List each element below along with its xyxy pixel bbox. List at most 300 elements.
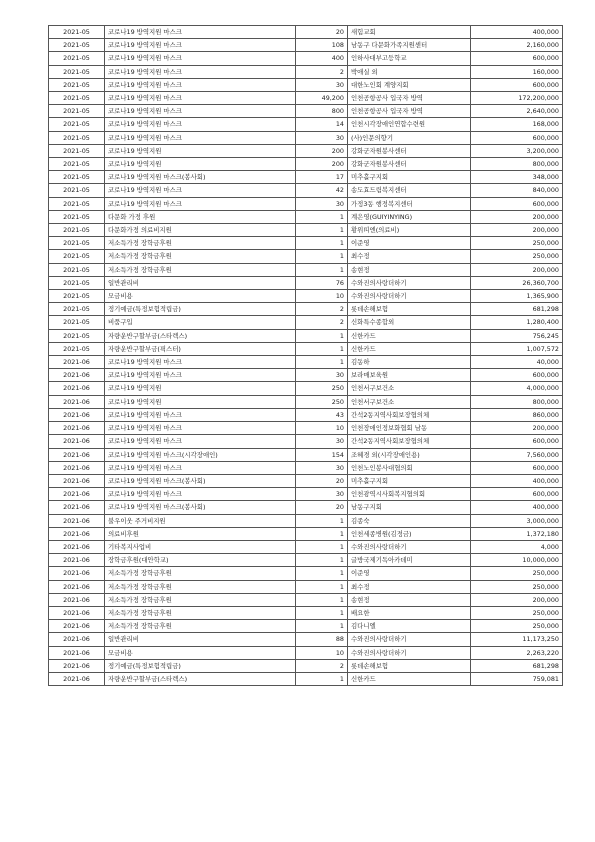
amount-cell: 600,000 xyxy=(471,461,563,474)
amount-cell: 800,000 xyxy=(471,158,563,171)
table-row xyxy=(49,250,563,263)
description-cell: 다문화가정 의료비지원 xyxy=(105,224,296,237)
description-cell: 코로나19 방역지원 마스크(시각장애인) xyxy=(105,448,296,461)
description-cell: 저소득가정 장학금후원 xyxy=(105,580,296,593)
description-cell: 정기예금(특정보험적립금) xyxy=(105,303,296,316)
amount-cell: 600,000 xyxy=(471,78,563,91)
date-cell: 2021-05 xyxy=(49,316,105,329)
recipient-cell: 송도효드림복지센터 xyxy=(348,184,471,197)
table-row xyxy=(49,527,563,540)
amount-cell: 168,000 xyxy=(471,118,563,131)
recipient-cell: 김동하 xyxy=(348,356,471,369)
amount-cell: 3,000,000 xyxy=(471,514,563,527)
table-row xyxy=(49,540,563,553)
recipient-cell: 수와진의사랑더하기 xyxy=(348,276,471,289)
quantity-cell: 1 xyxy=(296,606,348,619)
table-row xyxy=(49,316,563,329)
description-cell: 저소득가정 장학금후원 xyxy=(105,620,296,633)
quantity-cell: 20 xyxy=(296,474,348,487)
table-row xyxy=(49,593,563,606)
description-cell: 코로나19 방역지원 마스크 xyxy=(105,184,296,197)
quantity-cell: 1 xyxy=(296,237,348,250)
table-row xyxy=(49,659,563,672)
amount-cell: 250,000 xyxy=(471,606,563,619)
date-cell: 2021-06 xyxy=(49,514,105,527)
quantity-cell: 49,200 xyxy=(296,92,348,105)
quantity-cell: 1 xyxy=(296,620,348,633)
amount-cell: 250,000 xyxy=(471,237,563,250)
table-row xyxy=(49,118,563,131)
table-row xyxy=(49,329,563,342)
date-cell: 2021-05 xyxy=(49,224,105,237)
recipient-cell: 인천서구보건소 xyxy=(348,395,471,408)
amount-cell: 40,000 xyxy=(471,356,563,369)
recipient-cell: 박애실 외 xyxy=(348,65,471,78)
quantity-cell: 42 xyxy=(296,184,348,197)
recipient-cell: 이준영 xyxy=(348,567,471,580)
recipient-cell: 배요한 xyxy=(348,606,471,619)
description-cell: 저소득가정 장학금후원 xyxy=(105,263,296,276)
description-cell: 코로나19 방역지원 마스크 xyxy=(105,488,296,501)
recipient-cell: 수와진의사랑더하기 xyxy=(348,290,471,303)
quantity-cell: 1 xyxy=(296,567,348,580)
description-cell: 정기예금(특정보험적립금) xyxy=(105,659,296,672)
quantity-cell: 43 xyxy=(296,408,348,421)
description-cell: 코로나19 방역지원 마스크 xyxy=(105,39,296,52)
date-cell: 2021-05 xyxy=(49,329,105,342)
description-cell: 코로나19 방역지원 마스크 xyxy=(105,26,296,39)
quantity-cell: 1 xyxy=(296,224,348,237)
table-row xyxy=(49,105,563,118)
quantity-cell: 1 xyxy=(296,540,348,553)
table-row xyxy=(49,65,563,78)
quantity-cell: 2 xyxy=(296,659,348,672)
description-cell: 의료비후원 xyxy=(105,527,296,540)
recipient-cell: 신한카드 xyxy=(348,342,471,355)
quantity-cell: 30 xyxy=(296,461,348,474)
date-cell: 2021-06 xyxy=(49,620,105,633)
amount-cell: 759,081 xyxy=(471,672,563,685)
recipient-cell: 인천노인봉사대협의회 xyxy=(348,461,471,474)
description-cell: 저소득가정 장학금후원 xyxy=(105,606,296,619)
description-cell: 코로나19 방역지원 마스크 xyxy=(105,131,296,144)
amount-cell: 4,000,000 xyxy=(471,382,563,395)
amount-cell: 800,000 xyxy=(471,395,563,408)
table-row xyxy=(49,633,563,646)
table-row xyxy=(49,606,563,619)
amount-cell: 600,000 xyxy=(471,488,563,501)
date-cell: 2021-06 xyxy=(49,422,105,435)
date-cell: 2021-05 xyxy=(49,210,105,223)
recipient-cell: 인천광역시사회복지협의회 xyxy=(348,488,471,501)
description-cell: 장학금후원(대안학교) xyxy=(105,554,296,567)
date-cell: 2021-06 xyxy=(49,606,105,619)
recipient-cell: 인하사대부고등학교 xyxy=(348,52,471,65)
quantity-cell: 2 xyxy=(296,303,348,316)
description-cell: 저소득가정 장학금후원 xyxy=(105,567,296,580)
date-cell: 2021-06 xyxy=(49,461,105,474)
description-cell: 코로나19 방역지원 마스크 xyxy=(105,422,296,435)
amount-cell: 600,000 xyxy=(471,131,563,144)
recipient-cell: 최수정 xyxy=(348,580,471,593)
date-cell: 2021-05 xyxy=(49,52,105,65)
description-cell: 일반관리비 xyxy=(105,633,296,646)
amount-cell: 681,298 xyxy=(471,659,563,672)
quantity-cell: 1 xyxy=(296,342,348,355)
recipient-cell: 강화군자원봉사센터 xyxy=(348,158,471,171)
quantity-cell: 10 xyxy=(296,290,348,303)
table-row xyxy=(49,474,563,487)
date-cell: 2021-05 xyxy=(49,250,105,263)
date-cell: 2021-06 xyxy=(49,567,105,580)
table-row xyxy=(49,92,563,105)
table-row xyxy=(49,408,563,421)
date-cell: 2021-06 xyxy=(49,580,105,593)
date-cell: 2021-05 xyxy=(49,290,105,303)
recipient-cell: 계은영(GUIYINYING) xyxy=(348,210,471,223)
table-row xyxy=(49,395,563,408)
table-row xyxy=(49,78,563,91)
recipient-cell: 인천시각장애인연합수련원 xyxy=(348,118,471,131)
recipient-cell: 남동구지회 xyxy=(348,501,471,514)
recipient-cell: 롯데손해보험 xyxy=(348,303,471,316)
recipient-cell: 수와진의사랑더하기 xyxy=(348,646,471,659)
amount-cell: 400,000 xyxy=(471,474,563,487)
quantity-cell: 2 xyxy=(296,316,348,329)
date-cell: 2021-05 xyxy=(49,92,105,105)
date-cell: 2021-06 xyxy=(49,395,105,408)
table-row xyxy=(49,26,563,39)
amount-cell: 2,263,220 xyxy=(471,646,563,659)
table-row xyxy=(49,435,563,448)
amount-cell: 400,000 xyxy=(471,501,563,514)
table-row xyxy=(49,422,563,435)
quantity-cell: 1 xyxy=(296,356,348,369)
date-cell: 2021-05 xyxy=(49,197,105,210)
table-row xyxy=(49,554,563,567)
table-row xyxy=(49,342,563,355)
table-row xyxy=(49,369,563,382)
table-row xyxy=(49,158,563,171)
date-cell: 2021-06 xyxy=(49,554,105,567)
description-cell: 코로나19 방역지원 마스크 xyxy=(105,356,296,369)
recipient-cell: 신한카드 xyxy=(348,329,471,342)
description-cell: 코로나19 방역지원 마스크 xyxy=(105,369,296,382)
table-row xyxy=(49,197,563,210)
quantity-cell: 1 xyxy=(296,580,348,593)
quantity-cell: 14 xyxy=(296,118,348,131)
quantity-cell: 1 xyxy=(296,554,348,567)
recipient-cell: 수와진의사랑더하기 xyxy=(348,633,471,646)
amount-cell: 3,200,000 xyxy=(471,144,563,157)
table-row xyxy=(49,501,563,514)
description-cell: 모금비용 xyxy=(105,646,296,659)
amount-cell: 7,560,000 xyxy=(471,448,563,461)
recipient-cell: 조혜경 외(시각장애인용) xyxy=(348,448,471,461)
amount-cell: 172,200,000 xyxy=(471,92,563,105)
recipient-cell: 보라매보육원 xyxy=(348,369,471,382)
table-row xyxy=(49,461,563,474)
description-cell: 코로나19 방역지원 마스크 xyxy=(105,118,296,131)
date-cell: 2021-05 xyxy=(49,131,105,144)
quantity-cell: 1 xyxy=(296,210,348,223)
amount-cell: 2,640,000 xyxy=(471,105,563,118)
amount-cell: 840,000 xyxy=(471,184,563,197)
amount-cell: 600,000 xyxy=(471,52,563,65)
date-cell: 2021-06 xyxy=(49,646,105,659)
table-row xyxy=(49,39,563,52)
recipient-cell: 가정3동 행정복지센터 xyxy=(348,197,471,210)
amount-cell: 250,000 xyxy=(471,567,563,580)
recipient-cell: 간석2동지역사회보장협의체 xyxy=(348,408,471,421)
description-cell: 저소득가정 장학금후원 xyxy=(105,250,296,263)
table-row xyxy=(49,237,563,250)
description-cell: 모금비용 xyxy=(105,290,296,303)
amount-cell: 250,000 xyxy=(471,580,563,593)
recipient-cell: 미추홀구지회 xyxy=(348,474,471,487)
amount-cell: 11,173,250 xyxy=(471,633,563,646)
date-cell: 2021-05 xyxy=(49,303,105,316)
recipient-cell: 글방국제기독아카데미 xyxy=(348,554,471,567)
description-cell: 저소득가정 장학금후원 xyxy=(105,237,296,250)
expenditure-table xyxy=(48,25,563,686)
table-row xyxy=(49,567,563,580)
quantity-cell: 1 xyxy=(296,527,348,540)
table-row xyxy=(49,303,563,316)
description-cell: 자량운반구할부금(스타렉스) xyxy=(105,672,296,685)
date-cell: 2021-06 xyxy=(49,672,105,685)
recipient-cell: 미추홀구지회 xyxy=(348,171,471,184)
quantity-cell: 108 xyxy=(296,39,348,52)
description-cell: 코로나19 방역지원 마스크 xyxy=(105,408,296,421)
amount-cell: 600,000 xyxy=(471,197,563,210)
quantity-cell: 17 xyxy=(296,171,348,184)
description-cell: 코로나19 방역지원 마스크 xyxy=(105,197,296,210)
recipient-cell: 송현정 xyxy=(348,593,471,606)
amount-cell: 10,000,000 xyxy=(471,554,563,567)
description-cell: 저소득가정 장학금후원 xyxy=(105,593,296,606)
table-row xyxy=(49,131,563,144)
quantity-cell: 200 xyxy=(296,158,348,171)
date-cell: 2021-06 xyxy=(49,382,105,395)
amount-cell: 200,000 xyxy=(471,593,563,606)
description-cell: 다문화 가정 후원 xyxy=(105,210,296,223)
date-cell: 2021-05 xyxy=(49,158,105,171)
table-row xyxy=(49,144,563,157)
recipient-cell: 인천공항공사 입국자 방역 xyxy=(348,92,471,105)
table-row xyxy=(49,224,563,237)
quantity-cell: 20 xyxy=(296,26,348,39)
quantity-cell: 250 xyxy=(296,382,348,395)
quantity-cell: 30 xyxy=(296,78,348,91)
quantity-cell: 20 xyxy=(296,501,348,514)
description-cell: 코로나19 방역지원 마스크 xyxy=(105,52,296,65)
recipient-cell: 인천서구보건소 xyxy=(348,382,471,395)
recipient-cell: 인천세종병원(김정금) xyxy=(348,527,471,540)
date-cell: 2021-05 xyxy=(49,118,105,131)
ledger-page xyxy=(48,25,562,686)
amount-cell: 250,000 xyxy=(471,250,563,263)
recipient-cell: 최수정 xyxy=(348,250,471,263)
quantity-cell: 76 xyxy=(296,276,348,289)
quantity-cell: 30 xyxy=(296,131,348,144)
quantity-cell: 30 xyxy=(296,197,348,210)
description-cell: 코로나19 방역지원 마스크(봉사회) xyxy=(105,171,296,184)
recipient-cell: 새힘교회 xyxy=(348,26,471,39)
quantity-cell: 1 xyxy=(296,514,348,527)
date-cell: 2021-06 xyxy=(49,356,105,369)
quantity-cell: 30 xyxy=(296,488,348,501)
description-cell: 불우이웃 주거비지원 xyxy=(105,514,296,527)
date-cell: 2021-06 xyxy=(49,448,105,461)
table-row xyxy=(49,646,563,659)
quantity-cell: 154 xyxy=(296,448,348,461)
description-cell: 코로나19 방역지원 마스크 xyxy=(105,65,296,78)
description-cell: 코로나19 방역지원 xyxy=(105,382,296,395)
quantity-cell: 200 xyxy=(296,144,348,157)
date-cell: 2021-06 xyxy=(49,633,105,646)
recipient-cell: 신한카드 xyxy=(348,672,471,685)
date-cell: 2021-05 xyxy=(49,39,105,52)
quantity-cell: 1 xyxy=(296,263,348,276)
quantity-cell: 30 xyxy=(296,435,348,448)
recipient-cell: 대한노인회 계양지회 xyxy=(348,78,471,91)
description-cell: 자량운반구할부금(픽스터) xyxy=(105,342,296,355)
date-cell: 2021-05 xyxy=(49,144,105,157)
date-cell: 2021-06 xyxy=(49,369,105,382)
date-cell: 2021-06 xyxy=(49,488,105,501)
recipient-cell: 이준영 xyxy=(348,237,471,250)
description-cell: 자량운반구할부금(스타렉스) xyxy=(105,329,296,342)
amount-cell: 1,365,900 xyxy=(471,290,563,303)
date-cell: 2021-05 xyxy=(49,65,105,78)
date-cell: 2021-05 xyxy=(49,26,105,39)
description-cell: 기타복지사업비 xyxy=(105,540,296,553)
table-row xyxy=(49,620,563,633)
amount-cell: 756,245 xyxy=(471,329,563,342)
date-cell: 2021-06 xyxy=(49,527,105,540)
description-cell: 코로나19 방역지원 마스크 xyxy=(105,461,296,474)
recipient-cell: 강화군자원봉사센터 xyxy=(348,144,471,157)
table-row xyxy=(49,488,563,501)
amount-cell: 4,000 xyxy=(471,540,563,553)
amount-cell: 348,000 xyxy=(471,171,563,184)
amount-cell: 26,360,700 xyxy=(471,276,563,289)
recipient-cell: 인천공항공사 입국자 방역 xyxy=(348,105,471,118)
recipient-cell: 간석2동지역사회보장협의체 xyxy=(348,435,471,448)
recipient-cell: 수와진의사랑더하기 xyxy=(348,540,471,553)
quantity-cell: 1 xyxy=(296,593,348,606)
amount-cell: 600,000 xyxy=(471,369,563,382)
recipient-cell: 김다니엘 xyxy=(348,620,471,633)
quantity-cell: 1 xyxy=(296,329,348,342)
table-row xyxy=(49,184,563,197)
amount-cell: 860,000 xyxy=(471,408,563,421)
description-cell: 코로나19 방역지원 마스크(봉사회) xyxy=(105,474,296,487)
description-cell: 코로나19 방역지원 마스크 xyxy=(105,105,296,118)
quantity-cell: 30 xyxy=(296,369,348,382)
amount-cell: 400,000 xyxy=(471,26,563,39)
date-cell: 2021-06 xyxy=(49,408,105,421)
amount-cell: 200,000 xyxy=(471,210,563,223)
date-cell: 2021-05 xyxy=(49,263,105,276)
table-row xyxy=(49,210,563,223)
date-cell: 2021-05 xyxy=(49,78,105,91)
description-cell: 일반관리비 xyxy=(105,276,296,289)
amount-cell: 2,160,000 xyxy=(471,39,563,52)
recipient-cell: 롯데손해보험 xyxy=(348,659,471,672)
recipient-cell: 황위띠엔(의료비) xyxy=(348,224,471,237)
quantity-cell: 10 xyxy=(296,646,348,659)
amount-cell: 1,372,180 xyxy=(471,527,563,540)
table-row xyxy=(49,448,563,461)
recipient-cell: 신화특수종합외 xyxy=(348,316,471,329)
recipient-cell: 송현정 xyxy=(348,263,471,276)
table-row xyxy=(49,356,563,369)
table-row xyxy=(49,672,563,685)
date-cell: 2021-05 xyxy=(49,105,105,118)
expenditure-table-body xyxy=(49,26,563,686)
description-cell: 코로나19 방역지원 xyxy=(105,144,296,157)
description-cell: 비품구입 xyxy=(105,316,296,329)
table-row xyxy=(49,263,563,276)
description-cell: 코로나19 방역지원 마스크(봉사회) xyxy=(105,501,296,514)
quantity-cell: 10 xyxy=(296,422,348,435)
table-row xyxy=(49,514,563,527)
amount-cell: 200,000 xyxy=(471,224,563,237)
amount-cell: 160,000 xyxy=(471,65,563,78)
recipient-cell: (사)인문의향기 xyxy=(348,131,471,144)
table-row xyxy=(49,276,563,289)
description-cell: 코로나19 방역지원 xyxy=(105,395,296,408)
date-cell: 2021-06 xyxy=(49,659,105,672)
description-cell: 코로나19 방역지원 마스크 xyxy=(105,435,296,448)
recipient-cell: 김종숙 xyxy=(348,514,471,527)
quantity-cell: 250 xyxy=(296,395,348,408)
amount-cell: 1,007,572 xyxy=(471,342,563,355)
amount-cell: 200,000 xyxy=(471,422,563,435)
date-cell: 2021-05 xyxy=(49,276,105,289)
quantity-cell: 88 xyxy=(296,633,348,646)
table-row xyxy=(49,382,563,395)
recipient-cell: 남동구 다문화가족지원센터 xyxy=(348,39,471,52)
table-row xyxy=(49,171,563,184)
date-cell: 2021-06 xyxy=(49,435,105,448)
date-cell: 2021-06 xyxy=(49,540,105,553)
amount-cell: 600,000 xyxy=(471,435,563,448)
quantity-cell: 400 xyxy=(296,52,348,65)
date-cell: 2021-06 xyxy=(49,501,105,514)
date-cell: 2021-05 xyxy=(49,237,105,250)
amount-cell: 1,280,400 xyxy=(471,316,563,329)
date-cell: 2021-05 xyxy=(49,342,105,355)
amount-cell: 681,298 xyxy=(471,303,563,316)
description-cell: 코로나19 방역지원 xyxy=(105,158,296,171)
table-row xyxy=(49,580,563,593)
date-cell: 2021-05 xyxy=(49,171,105,184)
recipient-cell: 인천장애인정보화협회 남동 xyxy=(348,422,471,435)
description-cell: 코로나19 방역지원 마스크 xyxy=(105,92,296,105)
table-row xyxy=(49,52,563,65)
date-cell: 2021-06 xyxy=(49,593,105,606)
quantity-cell: 1 xyxy=(296,250,348,263)
table-row xyxy=(49,290,563,303)
quantity-cell: 800 xyxy=(296,105,348,118)
amount-cell: 200,000 xyxy=(471,263,563,276)
description-cell: 코로나19 방역지원 마스크 xyxy=(105,78,296,91)
amount-cell: 250,000 xyxy=(471,620,563,633)
quantity-cell: 2 xyxy=(296,65,348,78)
